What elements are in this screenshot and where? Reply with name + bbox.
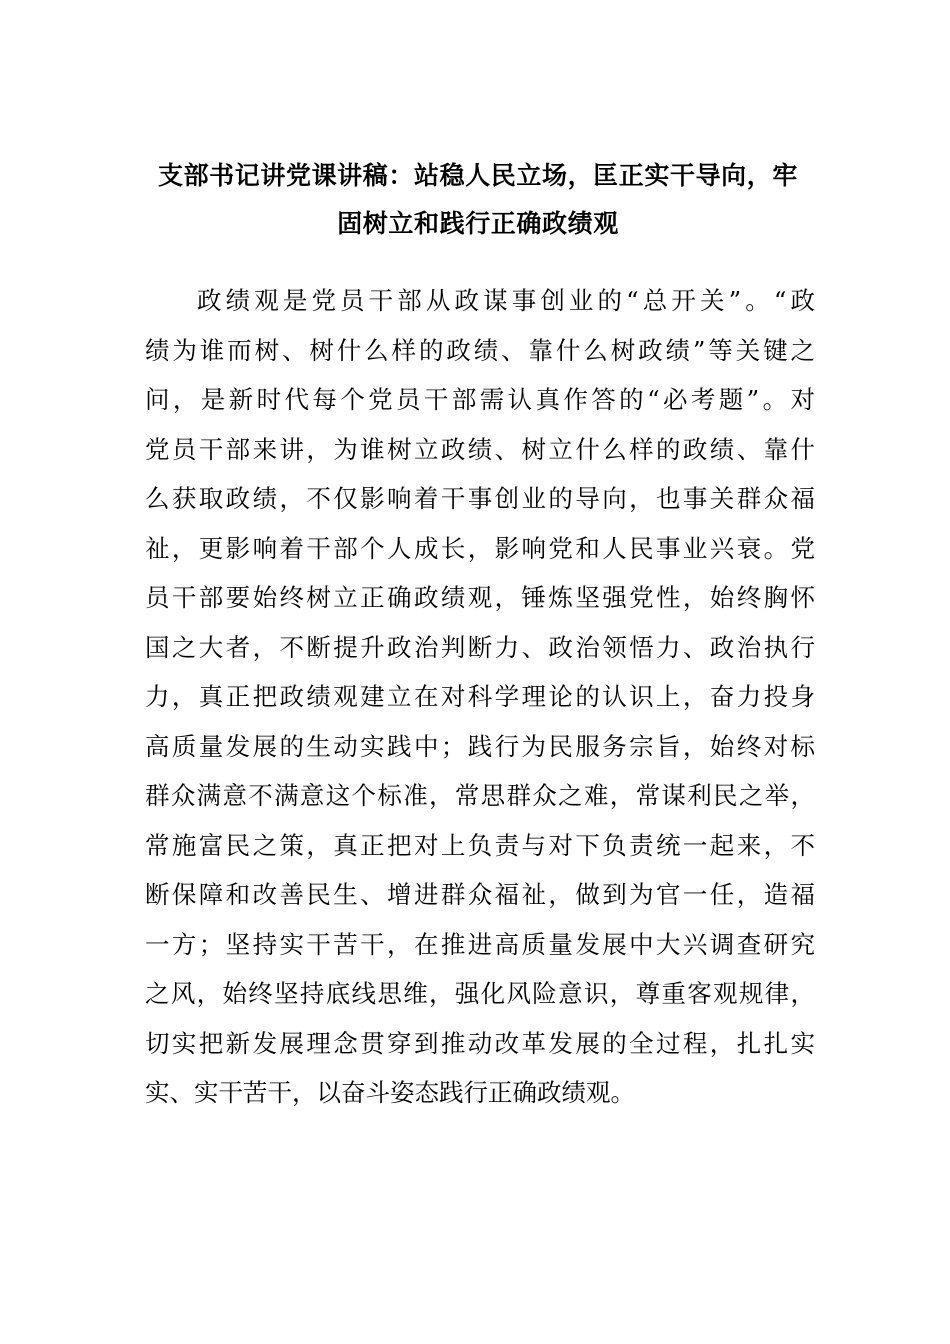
paragraph-line: 高质量发展的生动实践中；践行为民服务宗旨，始终对标: [145, 731, 815, 761]
paragraph-line: 员干部要始终树立正确政绩观，锤炼坚强党性，始终胸怀: [145, 583, 815, 612]
title-line-2: 固树立和践行正确政绩观: [337, 209, 619, 238]
title-line-1: 支部书记讲党课讲稿：站稳人民立场，匡正实干导向，牢: [157, 161, 798, 190]
paragraph-line: 切实把新发展理念贯穿到推动改革发展的全过程，扎扎实: [145, 1028, 815, 1058]
paragraph-line: 祉，更影响着干部个人成长，影响党和人民事业兴衰。党: [145, 533, 815, 563]
paragraph-line: 问，是新时代每个党员干部需认真作答的“必考题”。对: [145, 385, 815, 414]
paragraph-line: 么获取政绩，不仅影响着干事创业的导向，也事关群众福: [145, 484, 815, 513]
paragraph-line: 之风，始终坚持底线思维，强化风险意识，尊重客观规律，: [145, 979, 815, 1008]
paragraph-line: 力，真正把政绩观建立在对科学理论的认识上，奋力投身: [145, 682, 815, 711]
paragraph-line: 政绩观是党员干部从政谋事创业的“总开关”。“政: [197, 286, 815, 315]
paragraph-line: 实、实干苦干，以奋斗姿态践行正确政绩观。: [145, 1078, 635, 1107]
paragraph-line: 国之大者，不断提升政治判断力、政治领悟力、政治执行: [145, 632, 815, 662]
paragraph-line: 一方；坚持实干苦干，在推进高质量发展中大兴调查研究: [145, 929, 815, 959]
paragraph-line: 党员干部来讲，为谁树立政绩、树立什么样的政绩、靠什: [145, 434, 815, 464]
paragraph-line: 常施富民之策，真正把对上负责与对下负责统一起来，不: [145, 830, 815, 860]
paragraph-line: 断保障和改善民生、增进群众福祉，做到为官一任，造福: [145, 880, 815, 909]
paragraph-line: 群众满意不满意这个标准，常思群众之难，常谋利民之举，: [145, 781, 815, 810]
document-title: [143, 152, 813, 248]
body-paragraph: [145, 276, 815, 1118]
paragraph-line: 绩为谁而树、树什么样的政绩、靠什么树政绩”等关键之: [145, 335, 815, 365]
